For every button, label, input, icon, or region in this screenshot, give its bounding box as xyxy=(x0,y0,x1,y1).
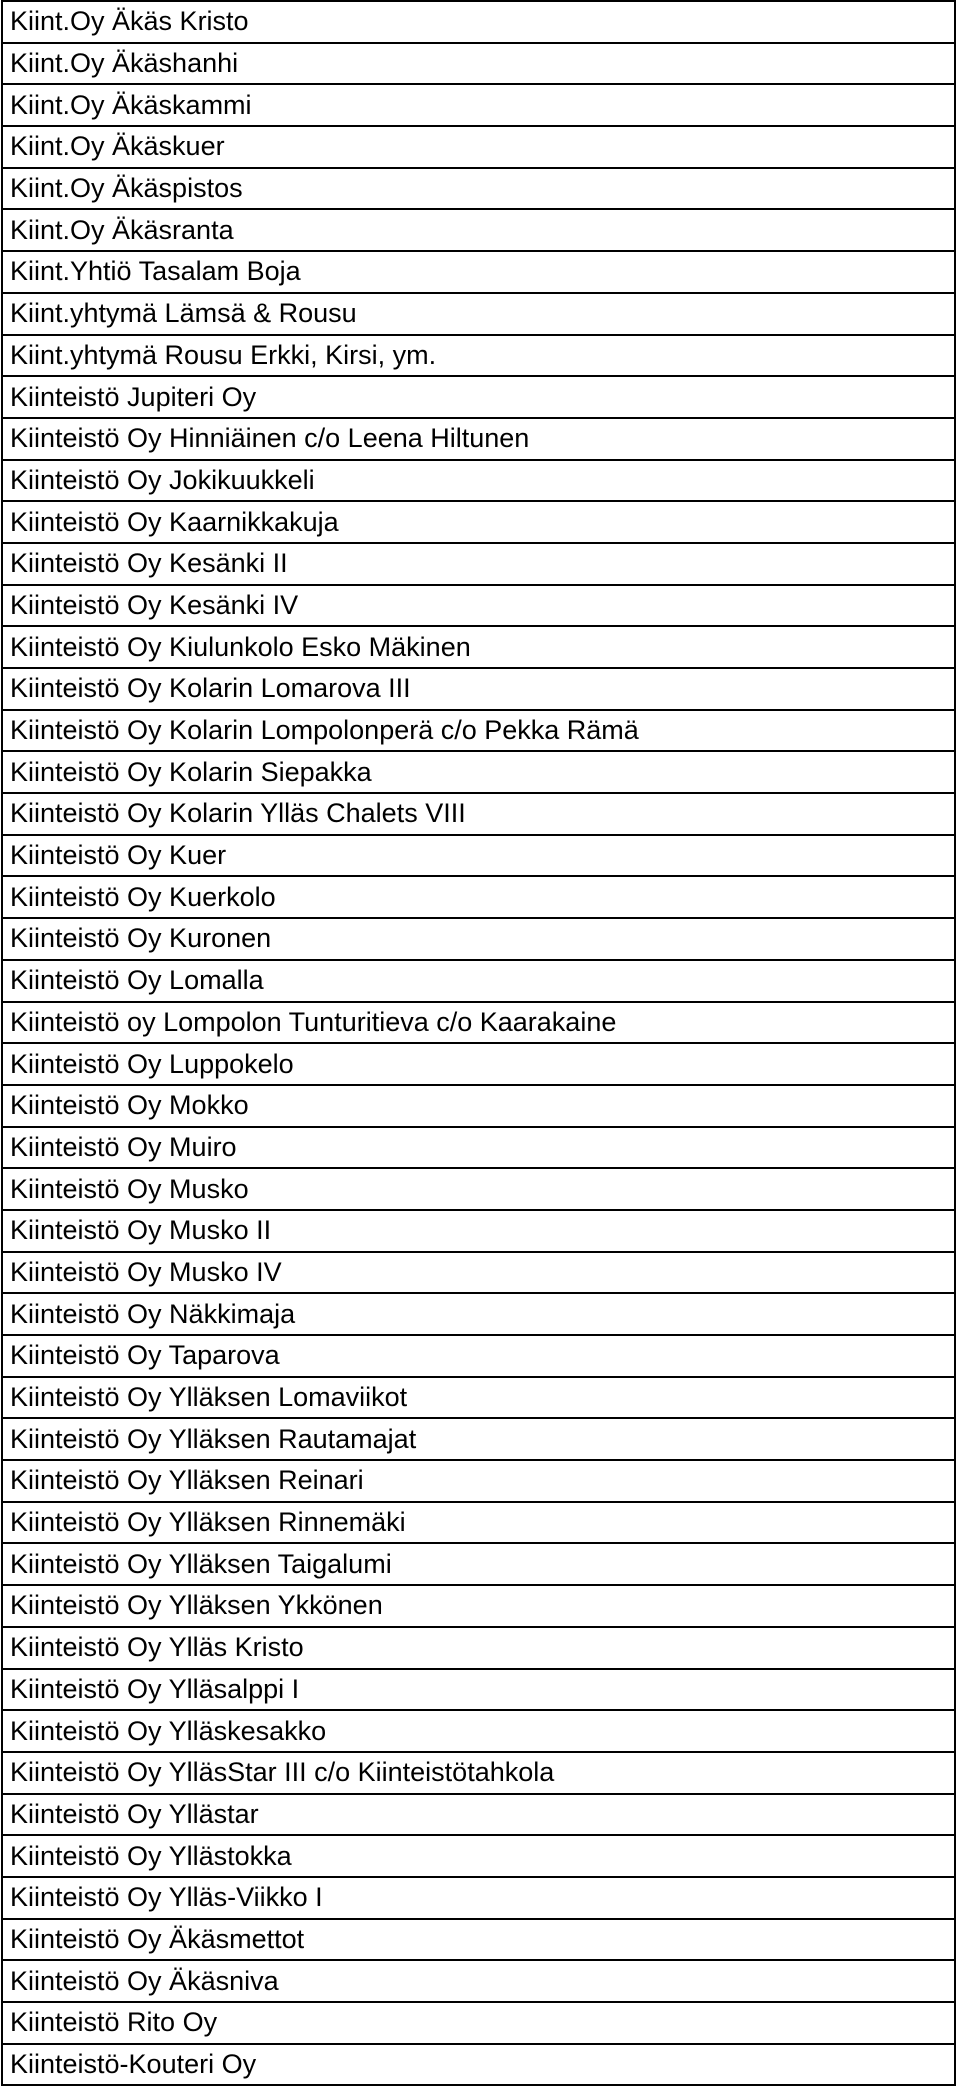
table-row xyxy=(2,1877,955,1919)
company-name-cell: Kiinteistö Oy Hinniäinen c/o Leena Hiltunen xyxy=(2,418,955,460)
company-name-cell: Kiinteistö Oy Kuerkolo xyxy=(2,876,955,918)
table-row xyxy=(2,1710,955,1752)
company-name-cell: Kiinteistö Rito Oy xyxy=(2,2002,955,2044)
company-name-cell: Kiinteistö Oy Taparova xyxy=(2,1335,955,1377)
company-name-cell: Kiint.Oy Äkäskammi xyxy=(2,84,955,126)
table-row xyxy=(2,1627,955,1669)
company-name-cell: Kiint.Oy Äkäskuer xyxy=(2,126,955,168)
company-name-cell: Kiinteistö Oy Ylläskesakko xyxy=(2,1710,955,1752)
company-name-cell: Kiinteistö Oy YlläsStar III c/o Kiinteistötahkola xyxy=(2,1752,955,1794)
table-row xyxy=(2,585,955,627)
company-name-cell: Kiinteistö Oy Kesänki IV xyxy=(2,585,955,627)
company-name-cell: Kiinteistö Oy Musko xyxy=(2,1168,955,1210)
company-name-cell: Kiinteistö Oy Ylläs-Viikko I xyxy=(2,1877,955,1919)
company-name-cell: Kiinteistö Oy Kolarin Ylläs Chalets VIII xyxy=(2,793,955,835)
table-row xyxy=(2,1,955,43)
table-row xyxy=(2,1669,955,1711)
company-name-cell: Kiinteistö Oy Ylläs Kristo xyxy=(2,1627,955,1669)
table-row xyxy=(2,1835,955,1877)
company-name-cell: Kiinteistö Oy Luppokelo xyxy=(2,1043,955,1085)
company-name-cell: Kiinteistö Oy Kolarin Lompolonperä c/o Pekka Rämä xyxy=(2,710,955,752)
company-name-cell: Kiint.Oy Äkäs Kristo xyxy=(2,1,955,43)
table-row xyxy=(2,543,955,585)
company-name-cell: Kiint.Oy Äkäsranta xyxy=(2,209,955,251)
company-name-cell: Kiinteistö Oy Ylläksen Reinari xyxy=(2,1460,955,1502)
table-row xyxy=(2,918,955,960)
company-name-cell: Kiinteistö Oy Kolarin Lomarova III xyxy=(2,668,955,710)
company-name-cell: Kiint.yhtymä Lämsä & Rousu xyxy=(2,293,955,335)
table-row xyxy=(2,1293,955,1335)
table-row xyxy=(2,2044,955,2086)
company-name-cell: Kiinteistö Oy Lomalla xyxy=(2,960,955,1002)
table-row xyxy=(2,1252,955,1294)
table-row xyxy=(2,460,955,502)
company-name-cell: Kiinteistö Oy Musko II xyxy=(2,1210,955,1252)
table-row xyxy=(2,876,955,918)
company-name-cell: Kiinteistö Oy Kiulunkolo Esko Mäkinen xyxy=(2,626,955,668)
company-name-cell: Kiint.Oy Äkäshanhi xyxy=(2,43,955,85)
company-name-cell: Kiinteistö Oy Kaarnikkakuja xyxy=(2,501,955,543)
table-row xyxy=(2,1377,955,1419)
company-name-cell: Kiinteistö Oy Kesänki II xyxy=(2,543,955,585)
table-row xyxy=(2,43,955,85)
table-row xyxy=(2,1460,955,1502)
table-row xyxy=(2,1919,955,1961)
company-name-cell: Kiinteistö Oy Ylläksen Lomaviikot xyxy=(2,1377,955,1419)
company-name-cell: Kiinteistö Oy Äkäsniva xyxy=(2,1960,955,2002)
table-row xyxy=(2,1585,955,1627)
table-row xyxy=(2,1752,955,1794)
table-row xyxy=(2,835,955,877)
table-row xyxy=(2,168,955,210)
table-row xyxy=(2,960,955,1002)
table-row xyxy=(2,501,955,543)
table-row xyxy=(2,668,955,710)
company-name-cell: Kiint.Oy Äkäspistos xyxy=(2,168,955,210)
company-name-cell: Kiinteistö Oy Yllästokka xyxy=(2,1835,955,1877)
table-row xyxy=(2,710,955,752)
table-row xyxy=(2,1002,955,1044)
company-name-cell: Kiinteistö Oy Yllästar xyxy=(2,1794,955,1836)
table-row xyxy=(2,1502,955,1544)
company-name-cell: Kiinteistö Jupiteri Oy xyxy=(2,376,955,418)
company-name-cell: Kiinteistö Oy Ylläksen Rinnemäki xyxy=(2,1502,955,1544)
table-row xyxy=(2,251,955,293)
table-row xyxy=(2,335,955,377)
table-row xyxy=(2,418,955,460)
company-name-cell: Kiinteistö Oy Kuronen xyxy=(2,918,955,960)
company-name-cell: Kiinteistö Oy Ylläksen Ykkönen xyxy=(2,1585,955,1627)
company-name-cell: Kiinteistö Oy Äkäsmettot xyxy=(2,1919,955,1961)
table-row xyxy=(2,1335,955,1377)
table-row xyxy=(2,1210,955,1252)
table-row xyxy=(2,84,955,126)
table-row xyxy=(2,1960,955,2002)
table-row xyxy=(2,209,955,251)
table-row xyxy=(2,626,955,668)
table-row xyxy=(2,2002,955,2044)
company-list-body xyxy=(2,1,955,2085)
table-row xyxy=(2,293,955,335)
company-list-table xyxy=(1,0,956,2086)
table-row xyxy=(2,1043,955,1085)
company-name-cell: Kiinteistö Oy Ylläsalppi I xyxy=(2,1669,955,1711)
company-name-cell: Kiint.yhtymä Rousu Erkki, Kirsi, ym. xyxy=(2,335,955,377)
table-row xyxy=(2,751,955,793)
table-row xyxy=(2,1085,955,1127)
company-name-cell: Kiinteistö Oy Musko IV xyxy=(2,1252,955,1294)
company-name-cell: Kiint.Yhtiö Tasalam Boja xyxy=(2,251,955,293)
table-row xyxy=(2,126,955,168)
table-row xyxy=(2,1127,955,1169)
table-row xyxy=(2,1168,955,1210)
company-name-cell: Kiinteistö-Kouteri Oy xyxy=(2,2044,955,2086)
company-name-cell: Kiinteistö Oy Kuer xyxy=(2,835,955,877)
table-row xyxy=(2,1543,955,1585)
company-name-cell: Kiinteistö Oy Mokko xyxy=(2,1085,955,1127)
company-name-cell: Kiinteistö Oy Jokikuukkeli xyxy=(2,460,955,502)
table-row xyxy=(2,1418,955,1460)
table-row xyxy=(2,376,955,418)
company-name-cell: Kiinteistö Oy Ylläksen Rautamajat xyxy=(2,1418,955,1460)
table-row xyxy=(2,793,955,835)
company-name-cell: Kiinteistö Oy Ylläksen Taigalumi xyxy=(2,1543,955,1585)
company-name-cell: Kiinteistö Oy Näkkimaja xyxy=(2,1293,955,1335)
company-name-cell: Kiinteistö Oy Muiro xyxy=(2,1127,955,1169)
company-name-cell: Kiinteistö oy Lompolon Tunturitieva c/o Kaarakaine xyxy=(2,1002,955,1044)
company-name-cell: Kiinteistö Oy Kolarin Siepakka xyxy=(2,751,955,793)
table-row xyxy=(2,1794,955,1836)
